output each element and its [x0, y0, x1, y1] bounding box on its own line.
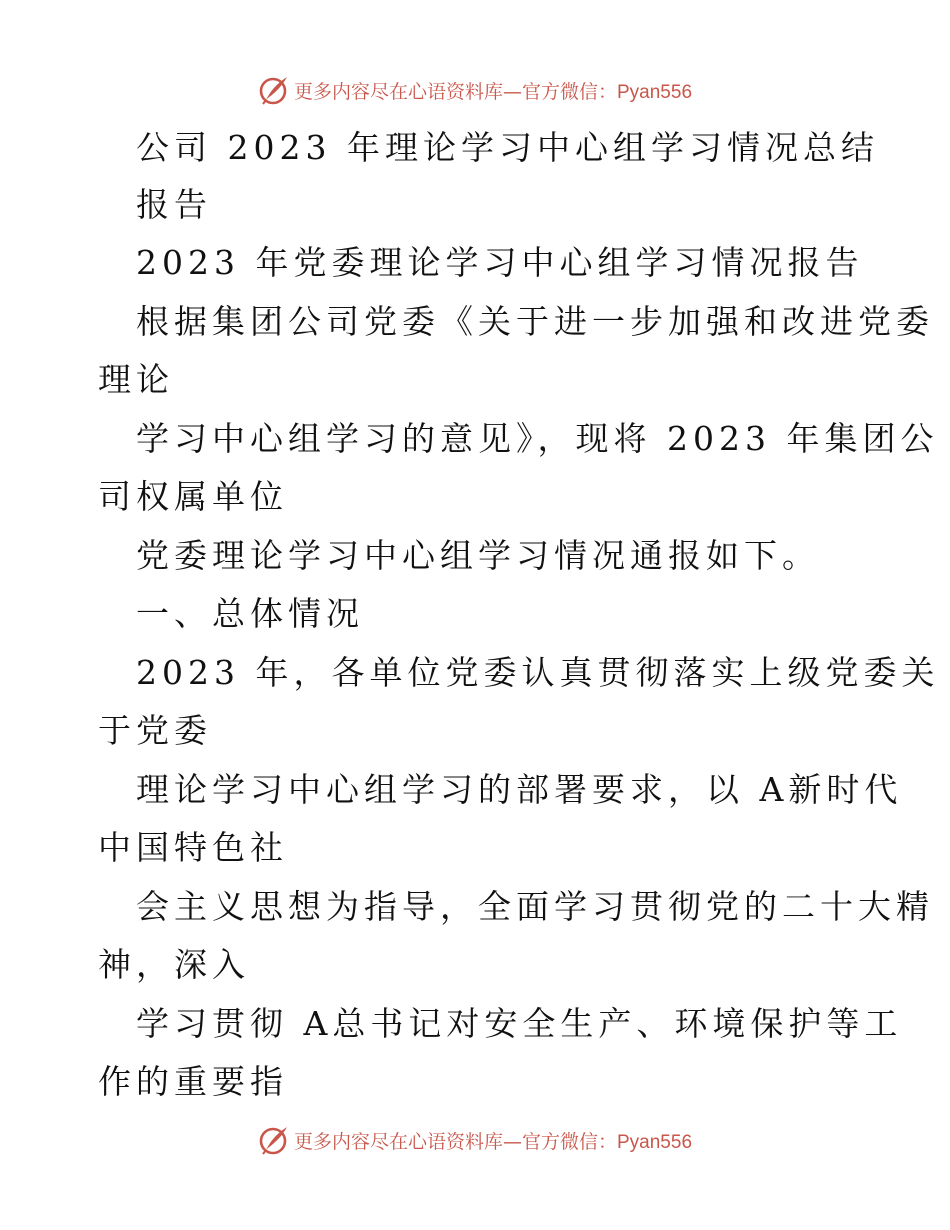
document-text-line: 党委理论学习中心组学习情况通报如下。: [136, 536, 820, 575]
banner-main-text: 更多内容尽在心语资料库: [293, 1130, 503, 1153]
document-title-line-2: 报告: [136, 185, 212, 224]
document-title-line-1: 公司 2023 年理论学习中心组学习情况总结: [136, 128, 879, 167]
document-text-line: 理论学习中心组学习的部署要求，以 A新时代: [136, 770, 903, 809]
banner-separator: —: [502, 80, 522, 103]
banner-wechat-id: Pyan556: [617, 1131, 693, 1153]
feather-pen-logo-icon: [258, 74, 290, 106]
banner-wechat-label: 官方微信：: [521, 80, 617, 103]
document-text-line: 根据集团公司党委《关于进一步加强和改进党委: [136, 302, 934, 341]
document-text-line: 学习中心组学习的意见》，现将 2023 年集团公: [136, 419, 939, 458]
banner-wechat-id: Pyan556: [617, 81, 693, 103]
feather-pen-logo-icon: [258, 1124, 290, 1156]
footer-banner: [0, 1122, 950, 1158]
document-text-line: 学习贯彻 A总书记对安全生产、环境保护等工: [136, 1004, 903, 1043]
document-text-line: 于党委: [98, 711, 212, 750]
document-text-line: 作的重要指: [98, 1062, 288, 1101]
banner-separator: —: [502, 1130, 522, 1153]
section-heading: 一、总体情况: [136, 594, 364, 633]
document-text-line: 司权属单位: [98, 477, 288, 516]
document-text-line: 神，深入: [98, 945, 250, 984]
document-text-line: 会主义思想为指导，全面学习贯彻党的二十大精: [136, 887, 934, 926]
document-text-line: 理论: [98, 360, 174, 399]
document-subtitle: 2023 年党委理论学习中心组学习情况报告: [136, 243, 864, 282]
document-text-line: 2023 年，各单位党委认真贯彻落实上级党委关: [136, 653, 940, 692]
banner-wechat-label: 官方微信：: [521, 1130, 617, 1153]
banner-main-text: 更多内容尽在心语资料库: [293, 80, 503, 103]
document-text-line: 中国特色社: [98, 828, 288, 867]
header-banner: [0, 72, 950, 108]
